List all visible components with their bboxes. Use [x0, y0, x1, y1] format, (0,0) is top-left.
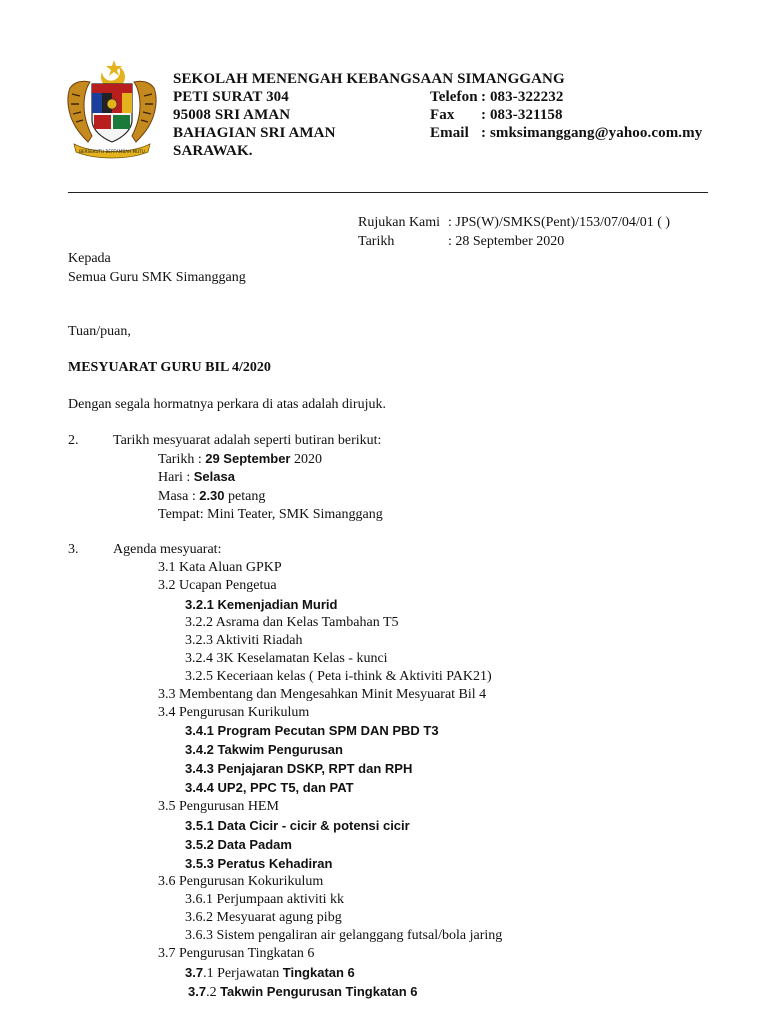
meeting-date-row: [158, 450, 322, 469]
meeting-date-year: 2020: [290, 452, 322, 467]
agenda-item: 3.5 Pengurusan HEM: [158, 799, 279, 814]
meeting-day-value: Selasa: [193, 469, 235, 484]
letter-date-value: : 28 September 2020: [448, 234, 565, 249]
agenda-subitem: 3.2.1 Kemenjadian Murid: [185, 597, 338, 612]
school-name: SEKOLAH MENENGAH KEBANGSAAN SIMANGGANG: [173, 71, 565, 87]
agenda-subitem: 3.2.2 Asrama dan Kelas Tambahan T5: [185, 615, 399, 630]
agenda-subitem: 3.4.4 UP2, PPC T5, dan PAT: [185, 780, 354, 795]
address-line-1: PETI SURAT 304: [173, 89, 289, 105]
letter-subject: MESYUARAT GURU BIL 4/2020: [68, 360, 271, 375]
salutation: Tuan/puan,: [68, 324, 131, 339]
meeting-day-label: Hari :: [158, 470, 191, 485]
agenda-subitem: 3.6.2 Mesyuarat agung pibg: [185, 910, 342, 925]
agenda-item: 3.1 Kata Aluan GPKP: [158, 560, 282, 575]
meeting-time-bold: 2.30: [199, 488, 225, 503]
agenda-subitem-text: Takwin Pengurusan Tingkatan 6: [220, 984, 418, 999]
crest-motto: BERSEKUTU BERTAMBAH MUTU: [79, 149, 145, 154]
meeting-time-row: [158, 487, 265, 506]
reference-label: Rujukan Kami: [358, 215, 441, 230]
agenda-subitem: 3.4.2 Takwim Pengurusan: [185, 742, 343, 757]
section-2-text: Tarikh mesyuarat adalah seperti butiran berikut:: [113, 433, 382, 448]
section-3-text: Agenda mesyuarat:: [113, 542, 222, 557]
agenda-item: 3.4 Pengurusan Kurikulum: [158, 705, 310, 720]
meeting-date-label: Tarikh :: [158, 452, 202, 467]
agenda-item: 3.7 Pengurusan Tingkatan 6: [158, 946, 315, 961]
section-3-number: 3.: [68, 542, 79, 557]
agenda-subitem: 3.4.1 Program Pecutan SPM DAN PBD T3: [185, 723, 439, 738]
letter-date-label: Tarikh: [358, 234, 395, 249]
section-2-number: 2.: [68, 433, 79, 448]
meeting-date-bold: 29 September: [205, 451, 291, 466]
agenda-subitem: 3.2.4 3K Keselamatan Kelas - kunci: [185, 651, 388, 666]
email-label: Email: [430, 125, 469, 141]
intro-paragraph: Dengan segala hormatnya perkara di atas adalah dirujuk.: [68, 397, 386, 412]
meeting-time-rest: petang: [224, 489, 266, 504]
agenda-number: 3.7: [185, 965, 204, 980]
recipient-name: Semua Guru SMK Simanggang: [68, 270, 246, 285]
agenda-subitem-372: [188, 983, 418, 1002]
agenda-number: 3.7: [188, 984, 207, 999]
email-value: : smksimanggang@yahoo.com.my: [481, 125, 703, 141]
agenda-item: 3.2 Ucapan Pengetua: [158, 578, 277, 593]
agenda-subitem: 3.2.3 Aktiviti Riadah: [185, 633, 303, 648]
agenda-subitem: 3.5.1 Data Cicir - cicir & potensi cicir: [185, 818, 410, 833]
agenda-number-suffix: .1 Perjawatan: [203, 966, 283, 981]
recipient-label: Kepada: [68, 251, 111, 266]
agenda-subitem: 3.6.1 Perjumpaan aktiviti kk: [185, 892, 345, 907]
agenda-subitem-text: Tingkatan 6: [282, 965, 355, 980]
agenda-subitem: 3.5.3 Peratus Kehadiran: [185, 856, 333, 871]
coat-of-arms-logo: [64, 58, 160, 160]
address-line-3: BAHAGIAN SRI AMAN: [173, 125, 336, 141]
meeting-day-row: [158, 468, 235, 487]
agenda-subitem: 3.2.5 Keceriaan kelas ( Peta i-think & Aktiviti PAK21): [185, 669, 492, 684]
fax-label: Fax: [430, 107, 455, 123]
meeting-time-label: Masa :: [158, 489, 196, 504]
phone-label: Telefon: [430, 89, 478, 105]
agenda-subitem: 3.6.3 Sistem pengaliran air gelanggang futsal/bola jaring: [185, 928, 503, 943]
agenda-subitem: 3.5.2 Data Padam: [185, 837, 292, 852]
address-line-4: SARAWAK.: [173, 143, 253, 159]
address-line-2: 95008 SRI AMAN: [173, 107, 291, 123]
meeting-place: Tempat: Mini Teater, SMK Simanggang: [158, 507, 383, 522]
agenda-number-suffix: .2: [206, 985, 221, 1000]
reference-value: : JPS(W)/SMKS(Pent)/153/07/04/01 ( ): [448, 215, 671, 230]
agenda-item: 3.6 Pengurusan Kokurikulum: [158, 874, 324, 889]
phone-value: : 083-322232: [481, 89, 564, 105]
header-divider: [68, 192, 708, 193]
agenda-item: 3.3 Membentang dan Mengesahkan Minit Mesyuarat Bil 4: [158, 687, 487, 702]
agenda-subitem: 3.4.3 Penjajaran DSKP, RPT dan RPH: [185, 761, 413, 776]
agenda-subitem-371: [185, 964, 355, 983]
fax-value: : 083-321158: [481, 107, 563, 123]
